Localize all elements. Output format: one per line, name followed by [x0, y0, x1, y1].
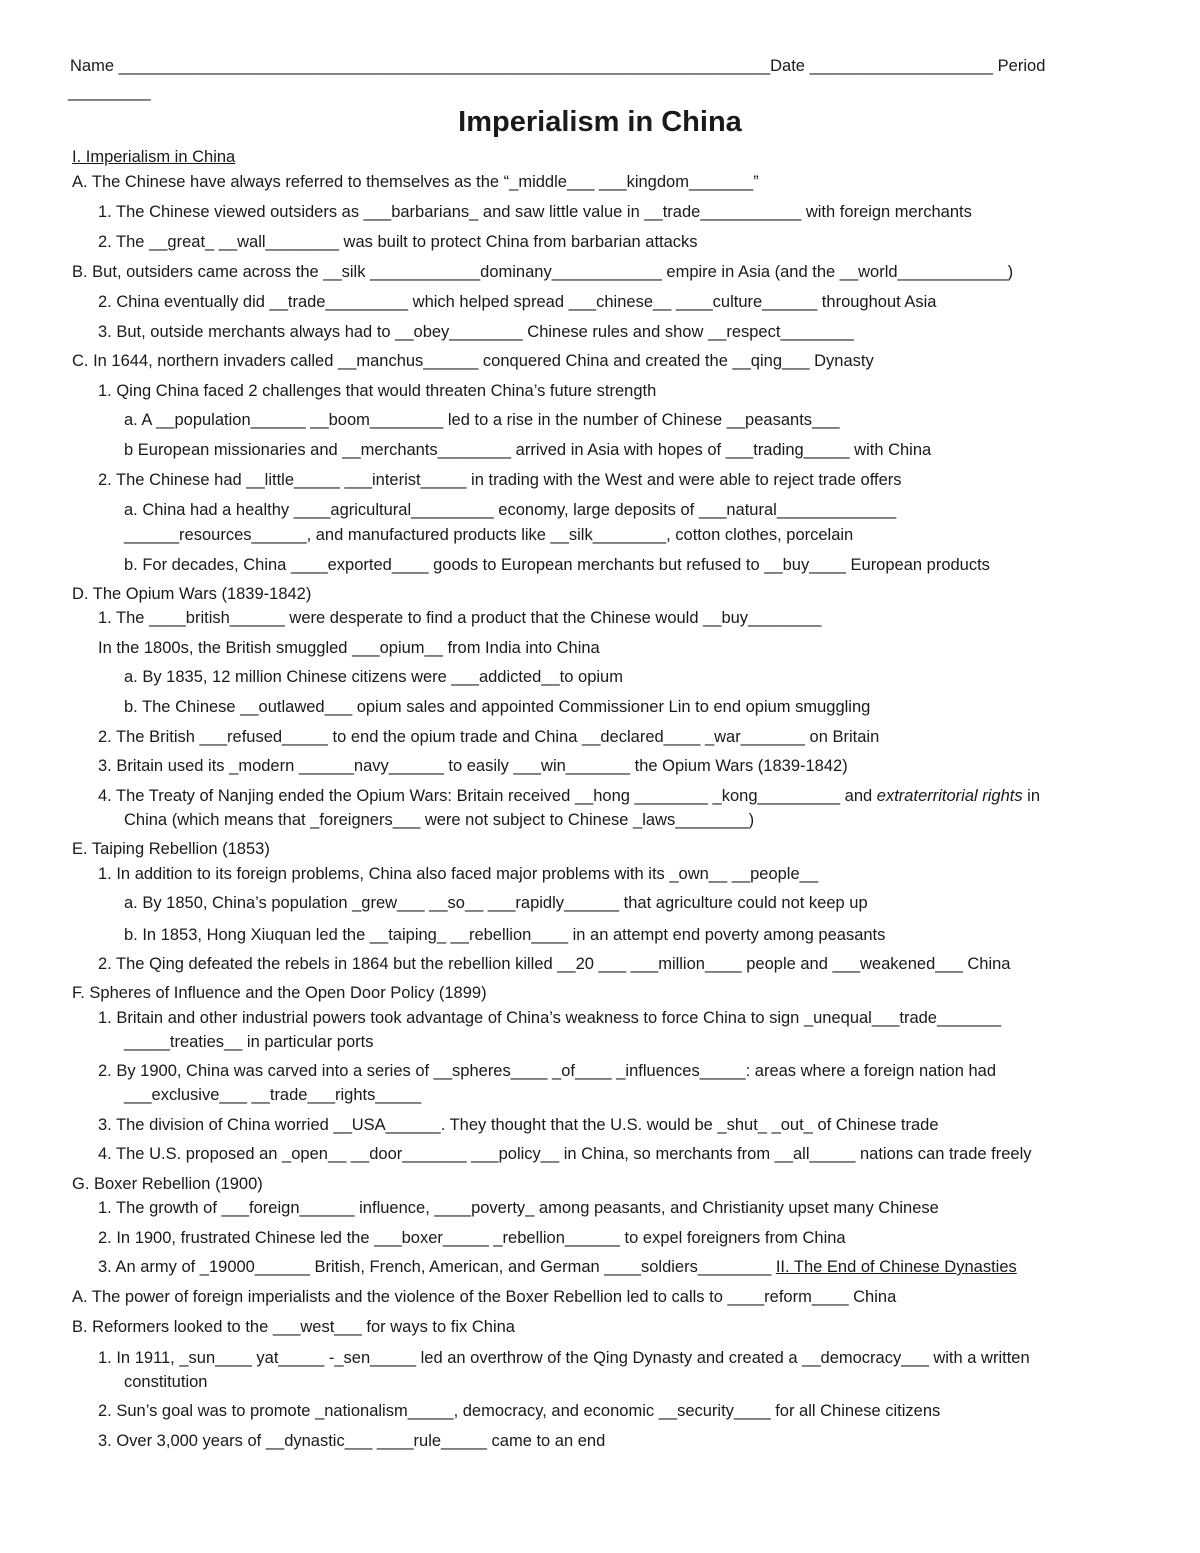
worksheet-line [98, 1348, 1030, 1368]
worksheet-line [98, 1431, 605, 1451]
line-text: 2. The British ___refused_____ to end the opium trade and China __declared____ _war_______ on Britain [98, 728, 880, 746]
line-text: 3. Over 3,000 years of __dynastic___ ____rule_____ came to an end [98, 1432, 606, 1450]
worksheet-line [72, 172, 759, 192]
worksheet-line [98, 608, 821, 628]
worksheet-line [72, 262, 1013, 282]
worksheet-line [98, 786, 1040, 806]
worksheet-line [98, 1401, 940, 1421]
line-text: A. The power of foreign imperialists and the violence of the Boxer Rebellion led to calls to ____reform____ China [72, 1288, 897, 1306]
line-text: 1. Qing China faced 2 challenges that would threaten China’s future strength [98, 382, 657, 400]
line-text: E. Taiping Rebellion (1853) [72, 840, 270, 858]
worksheet-line [98, 1228, 846, 1248]
worksheet-line [72, 1174, 263, 1194]
line-text: F. Spheres of Influence and the Open Door Policy (1899) [72, 984, 487, 1002]
line-text: C. In 1644, northern invaders called __manchus______ conquered China and created the __qing___ Dynasty [72, 352, 874, 370]
worksheet-line [72, 1287, 896, 1307]
worksheet-line [124, 440, 931, 460]
line-text: 1. In 1911, _sun____ yat_____ -_sen_____ led an overthrow of the Qing Dynasty and created a __democracy___ with a written [98, 1349, 1030, 1367]
line-text: constitution [124, 1373, 208, 1391]
line-text: 2. The Qing defeated the rebels in 1864 but the rebellion killed __20 ___ ___million____ people and ___weakened___ China [98, 955, 1011, 973]
worksheet-line [98, 322, 854, 342]
line-text: B. But, outsiders came across the __silk ____________dominany____________ empire in Asia (and the __world____________) [72, 263, 1014, 281]
line-text-tail: in [1022, 787, 1041, 805]
page-title: Imperialism in China [458, 106, 742, 138]
worksheet-line [98, 202, 972, 222]
worksheet-line [72, 1317, 515, 1337]
worksheet-line [72, 584, 311, 604]
worksheet-line [98, 1115, 939, 1135]
worksheet-line [124, 667, 623, 687]
line-text: b. In 1853, Hong Xiuquan led the __taiping_ __rebellion____ in an attempt end poverty among peasants [124, 926, 886, 944]
italic-term: extraterritorial rights [876, 787, 1023, 805]
line-text: 1. The Chinese viewed outsiders as ___barbarians_ and saw little value in __trade___________ with foreign merchants [98, 203, 972, 221]
worksheet-line [124, 697, 870, 717]
line-text: 3. Britain used its _modern ______navy______ to easily ___win_______ the Opium Wars (1839-1842) [98, 757, 848, 775]
line-text: 2. In 1900, frustrated Chinese led the ___boxer_____ _rebellion______ to expel foreigners from China [98, 1229, 846, 1247]
worksheet-line [124, 1032, 373, 1052]
line-text: ___exclusive___ __trade___rights_____ [124, 1086, 422, 1104]
line-text: 4. The Treaty of Nanjing ended the Opium Wars: Britain received __hong ________ _kong_________ and [98, 787, 877, 805]
line-text: 2. The __great_ __wall________ was built to protect China from barbarian attacks [98, 233, 698, 251]
worksheet-line [98, 727, 879, 747]
worksheet-line [124, 410, 840, 430]
line-text: 2. By 1900, China was carved into a series of __spheres____ _of____ _influences_____: areas where a foreign nation had [98, 1062, 997, 1080]
worksheet-line [124, 925, 885, 945]
line-text: 2. The Chinese had __little_____ ___interist_____ in trading with the West and were able to reject trade offers [98, 471, 902, 489]
line-text: a. By 1850, China’s population _grew___ __so__ ___rapidly______ that agriculture could not keep up [124, 894, 868, 912]
worksheet-line [124, 555, 990, 575]
line-text: b European missionaries and __merchants________ arrived in Asia with hopes of ___trading_____ with China [124, 441, 932, 459]
line-text: _____treaties__ in particular ports [124, 1033, 374, 1051]
line-text: b. The Chinese __outlawed___ opium sales and appointed Commissioner Lin to end opium smuggling [124, 698, 871, 716]
worksheet-line [98, 1008, 1001, 1028]
line-text: G. Boxer Rebellion (1900) [72, 1175, 263, 1193]
line-text: China (which means that _foreigners___ were not subject to Chinese _laws________) [124, 811, 755, 829]
worksheet-line [98, 1144, 1032, 1164]
worksheet-line [124, 1372, 207, 1392]
worksheet-line [98, 1198, 939, 1218]
line-text: D. The Opium Wars (1839-1842) [72, 585, 312, 603]
name-date-period-line: Name _______________________________________________________________________Date ____________________ Period [70, 57, 1046, 75]
line-text: I. Imperialism in China [72, 148, 236, 166]
line-text: ______resources______, and manufactured products like __silk________, cotton clothes, porcelain [124, 526, 854, 544]
line-text: B. Reformers looked to the ___west___ for ways to fix China [72, 1318, 515, 1336]
worksheet-line [72, 147, 235, 167]
line-text: 2. Sun’s goal was to promote _nationalism_____, democracy, and economic __security____ for all Chinese citizens [98, 1402, 941, 1420]
worksheet-line [98, 1061, 996, 1081]
worksheet-line [98, 864, 818, 884]
worksheet-line [72, 839, 270, 859]
worksheet-line [98, 470, 902, 490]
worksheet-line [124, 500, 896, 520]
worksheet-line [124, 525, 853, 545]
line-text: 1. The growth of ___foreign______ influence, ____poverty_ among peasants, and Christianity upset many Chinese [98, 1199, 939, 1217]
line-text: 1. The ____british______ were desperate to find a product that the Chinese would __buy________ [98, 609, 822, 627]
line-text: a. By 1835, 12 million Chinese citizens were ___addicted__to opium [124, 668, 623, 686]
line-text: b. For decades, China ____exported____ goods to European merchants but refused to __buy____ European products [124, 556, 990, 574]
worksheet-line [98, 292, 936, 312]
line-text: 3. An army of _19000______ British, French, American, and German ____soldiers________ [98, 1258, 776, 1276]
line-text: 1. Britain and other industrial powers took advantage of China’s weakness to force China to sign _unequal___trade_______ [98, 1009, 1002, 1027]
period-blank: _________ [68, 83, 151, 101]
worksheet-line [98, 1257, 1017, 1277]
line-text: 4. The U.S. proposed an _open__ __door_______ ___policy__ in China, so merchants from __all_____ nations can trade freely [98, 1145, 1032, 1163]
worksheet-line [72, 983, 487, 1003]
worksheet-line [98, 954, 1010, 974]
worksheet-line [124, 810, 754, 830]
line-text: 3. But, outside merchants always had to __obey________ Chinese rules and show __respect________ [98, 323, 854, 341]
worksheet-line [124, 1085, 421, 1105]
line-text: a. A __population______ __boom________ led to a rise in the number of Chinese __peasants___ [124, 411, 840, 429]
worksheet-line [124, 893, 868, 913]
line-text: a. China had a healthy ____agricultural_________ economy, large deposits of ___natural_____________ [124, 501, 897, 519]
worksheet-line [72, 351, 874, 371]
worksheet-line [98, 381, 656, 401]
worksheet-line [98, 638, 600, 658]
section-heading: II. The End of Chinese Dynasties [775, 1258, 1017, 1276]
line-text: 3. The division of China worried __USA______. They thought that the U.S. would be _shut_ _out_ of Chinese trade [98, 1116, 939, 1134]
line-text: 1. In addition to its foreign problems, China also faced major problems with its _own__ __people__ [98, 865, 818, 883]
worksheet-line [98, 756, 848, 776]
worksheet-line [98, 232, 698, 252]
line-text: In the 1800s, the British smuggled ___opium__ from India into China [98, 639, 600, 657]
line-text: 2. China eventually did __trade_________ which helped spread ___chinese__ ____culture______ throughout Asia [98, 293, 937, 311]
line-text: A. The Chinese have always referred to themselves as the “_middle___ ___kingdom_______” [72, 173, 759, 191]
